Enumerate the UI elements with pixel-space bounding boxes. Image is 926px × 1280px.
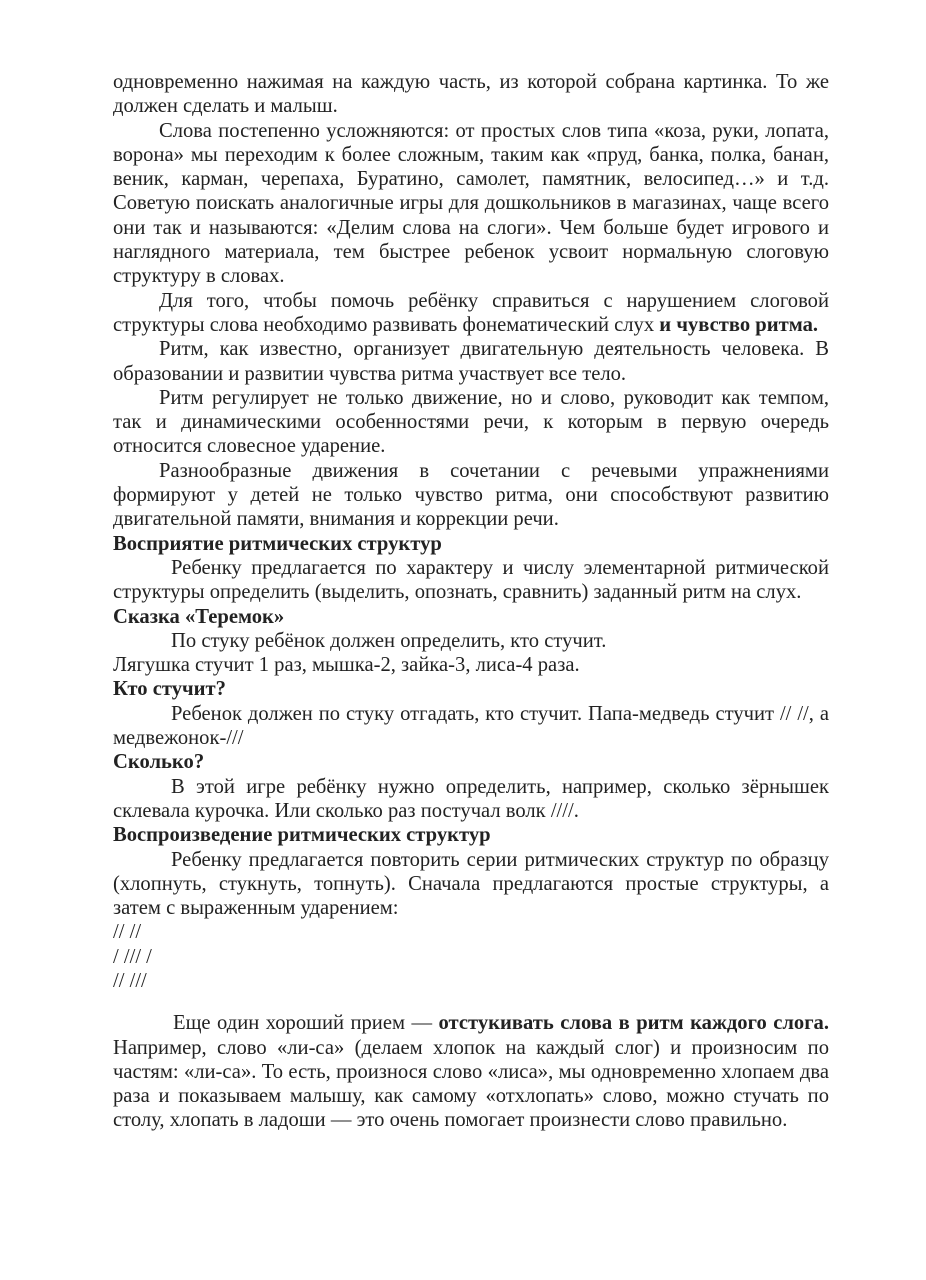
paragraph-movements: Разнообразные движения в сочетании с речевыми упражнениями формируют у детей не только чувство ритма, они способствуют развитию двигательной памяти, внимания и коррекции речи. xyxy=(113,459,829,531)
paragraph-rhythm-speech: Ритм регулирует не только движение, но и слово, руководит как темпом, так и динамическими особенностями речи, к которым в первую очередь относится словесное ударение. xyxy=(113,386,829,458)
heading-who-knocks: Кто стучит? xyxy=(113,678,226,701)
paragraph-continuation: одновременно нажимая на каждую часть, из которой собрана картинка. То же должен сделать и малыш. xyxy=(113,71,829,118)
paragraph-syllable-structure xyxy=(113,289,829,338)
paragraph-reproduction: Ребенку предлагается повторить серии ритмических структур по образцу (хлопнуть, стукнуть, топнуть). Сначала предлагаются простые структуры, а затем с выраженным ударением: xyxy=(113,848,829,920)
paragraph-how-many: В этой игре ребёнку нужно определить, например, сколько зёрнышек склевала курочка. Или сколько раз постучал волк ////. xyxy=(113,775,829,822)
paragraph-bold-text: отстукивать слова в ритм каждого слога. xyxy=(438,1012,829,1035)
spacer xyxy=(113,993,829,1011)
heading-perception: Восприятие ритмических структур xyxy=(113,532,442,555)
paragraph-animals: Лягушка стучит 1 раз, мышка-2, зайка-3, лиса-4 раза. xyxy=(113,654,580,677)
paragraph-rhythm-activity: Ритм, как известно, организует двигательную деятельность человека. В образовании и развитии чувства ритма участвует все тело. xyxy=(113,338,829,385)
rhythm-pattern: / /// / xyxy=(113,945,152,968)
paragraph-teremok: По стуку ребёнок должен определить, кто стучит. xyxy=(171,629,607,652)
heading-how-many: Сколько? xyxy=(113,751,205,774)
paragraph-text-rest: Например, слово «ли-са» (делаем хлопок на каждый слог) и произносим по частям: «ли-са». То есть, произнося слово «лиса», мы одновременно хлопаем два раза и показываем малышу, как самому «отхлопать» слово, можно стучать по столу, хлопать в ладоши — это очень помогает произнести слово правильно. xyxy=(113,1036,829,1132)
paragraph-perception: Ребенку предлагается по характеру и числу элементарной ритмической структуры определить (выделить, опознать, сравнить) заданный ритм на слух. xyxy=(113,556,829,604)
heading-reproduction: Воспроизведение ритмических структур xyxy=(113,824,491,847)
rhythm-pattern: // // xyxy=(113,921,142,944)
paragraph-bold-text: и чувство ритма. xyxy=(654,313,819,336)
paragraph-text: Для того, чтобы помочь ребёнку справиться с нарушением слоговой структуры слова необходимо развивать фонематический слух xyxy=(113,289,829,336)
document-page xyxy=(113,70,829,1133)
paragraph-text: Еще один хороший прием — xyxy=(173,1012,439,1035)
paragraph-who-knocks: Ребенок должен по стуку отгадать, кто стучит. Папа-медведь стучит // //, а медвежонок-/// xyxy=(113,702,829,750)
paragraph-words-complexity: Слова постепенно усложняются: от простых слов типа «коза, руки, лопата, ворона» мы переходим к более сложным, таким как «пруд, банка, полка, банан, веник, карман, черепаха, Буратино, самолет, памятник, велосипед…» и т.д. Советую поискать аналогичные игры для дошкольников в магазинах, чаще всего они так и называются: «Делим слова на слоги». Чем больше будет игрового и наглядного материала, тем быстрее ребенок усвоит нормальную слоговую структуру в словах. xyxy=(113,119,829,288)
rhythm-pattern: // /// xyxy=(113,969,147,992)
paragraph-clapping xyxy=(113,1011,829,1132)
heading-teremok: Сказка «Теремок» xyxy=(113,605,285,628)
